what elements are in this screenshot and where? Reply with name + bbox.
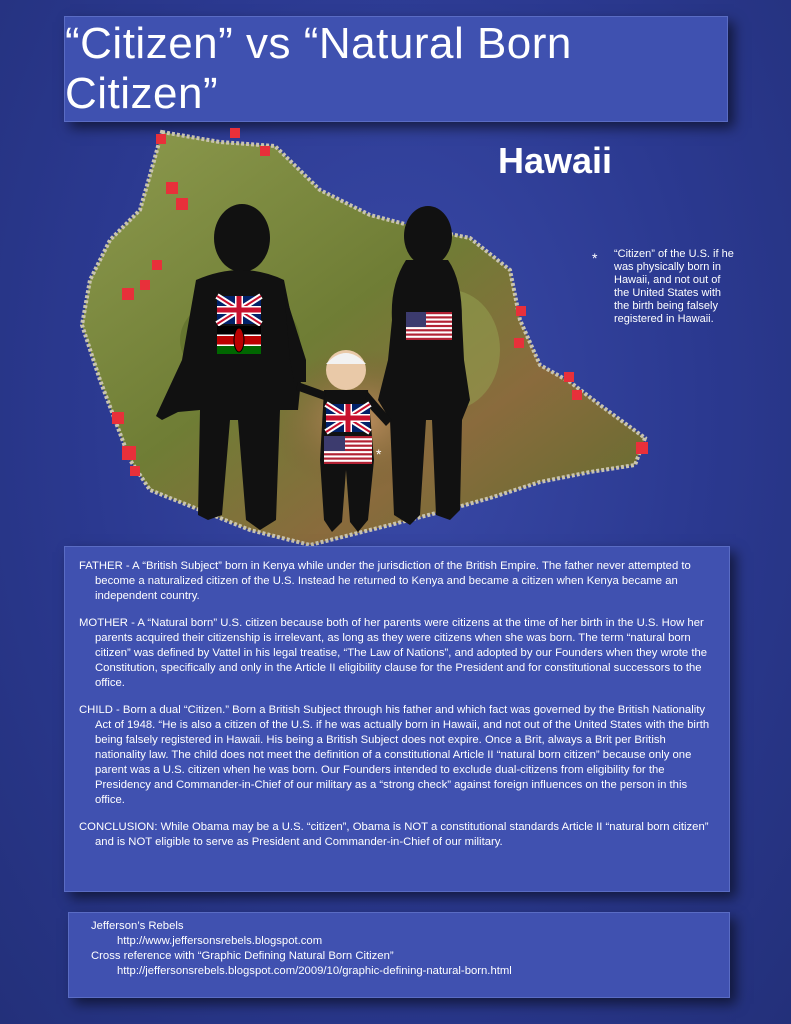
- uk-flag-icon: [326, 404, 370, 432]
- footer-panel: [68, 912, 730, 998]
- page-title: “Citizen” vs “Natural Born Citizen”: [65, 19, 572, 118]
- kenya-flag-icon: [217, 326, 261, 354]
- uk-flag-icon: [217, 296, 261, 324]
- title-banner: [64, 16, 728, 122]
- hawaii-map-illustration: [70, 120, 670, 550]
- side-note: “Citizen” of the U.S. if he was physically born in Hawaii, and not out of the United States with the birth being falsely registered in Hawaii.: [614, 248, 734, 325]
- mother-paragraph: MOTHER - A “Natural born” U.S. citizen because both of her parents were citizens at the time of her birth in the U.S. How her parents acquired their citizenship is irrelevant, as long as they were citizens when she was born. The term “natural born citizen” was defined by Vattel in his legal treatise, “The Law of Nations”, and adopted by our Founders when they wrote the Constitution, specifically and only in the Article II eligibility clause for the President and for constitutional successors to the office.: [79, 617, 708, 689]
- footer-cross-ref: Cross reference with “Graphic Defining Natural Born Citizen”: [91, 950, 394, 962]
- map-label: Hawaii: [498, 140, 613, 181]
- footer-org: Jefferson’s Rebels: [91, 920, 184, 932]
- explanation-panel: [64, 546, 730, 892]
- us-flag-icon: [324, 436, 372, 464]
- footer-link-graphic[interactable]: http://jeffersonsrebels.blogspot.com/2009/10/graphic-defining-natural-born.html: [117, 965, 512, 977]
- conclusion-paragraph: CONCLUSION: While Obama may be a U.S. “citizen”, Obama is NOT a constitutional standards Article II “natural born citizen” and is NOT eligible to serve as President and Commander-in-Chief of our military.: [79, 821, 709, 848]
- footer-link-blog[interactable]: http://www.jeffersonsrebels.blogspot.com: [117, 935, 323, 947]
- child-paragraph: CHILD - Born a dual “Citizen.” Born a British Subject through his father and which fact was governed by the British Nationality Act of 1948. “He is also a citizen of the U.S. if he was actually born in Hawaii, and not out of the United States with the birth being falsely registered in Hawaii. His being a British Subject does not expire. Once a Brit, always a Brit per British nationality law. The child does not meet the definition of a constitutional Article II “natural born citizen” because only one parent was a U.S. citizen when he was born. Our Founders intended to exclude dual-citizens from eligibility for the Presidency and Commander-in-Chief of our military as a “strong check” against foreign influences on the person in this office.: [79, 704, 710, 806]
- us-flag-icon: [406, 312, 452, 340]
- child-marker: *: [376, 446, 382, 462]
- father-paragraph: FATHER - A “British Subject” born in Kenya while under the jurisdiction of the British Empire. The father never attempted to become a naturalized citizen of the U.S. Instead he returned to Kenya and became a citizen when Kenya became an independent country.: [79, 560, 691, 602]
- note-marker: *: [592, 250, 598, 266]
